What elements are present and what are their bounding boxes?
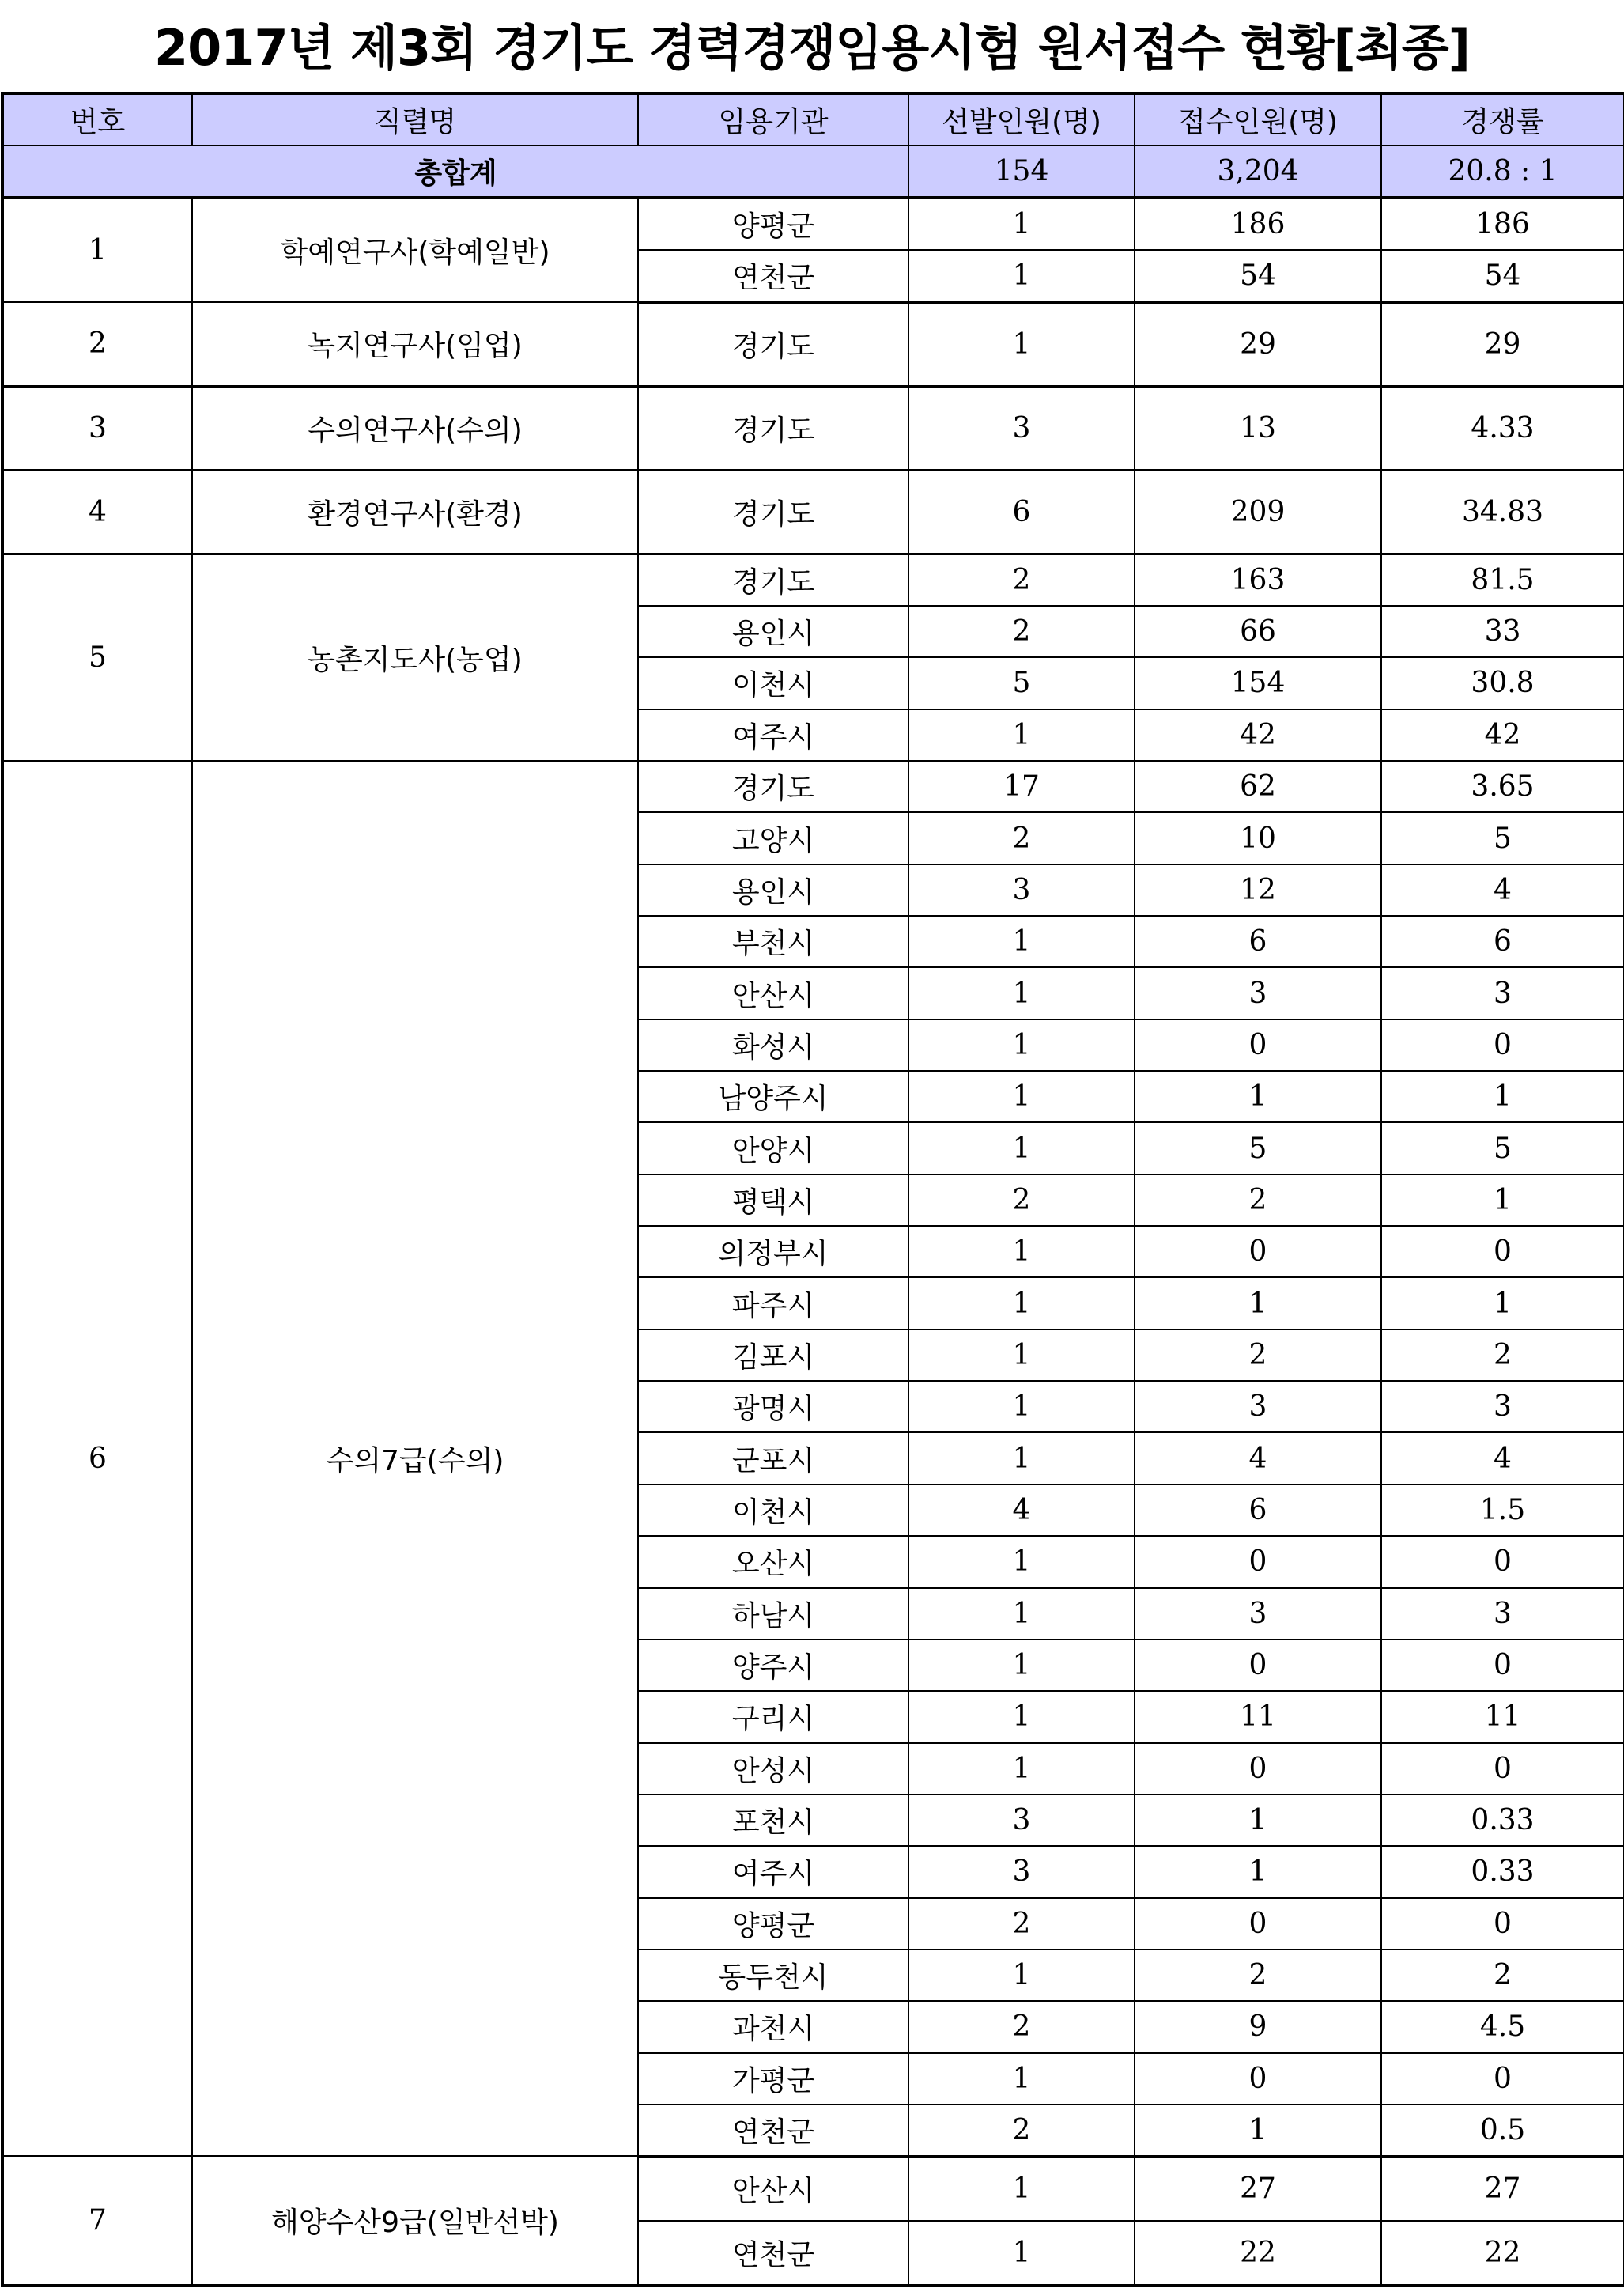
agency-cell: 군포시 [638, 1432, 908, 1484]
ratio-cell: 34.83 [1381, 470, 1624, 554]
applied-cell: 0 [1135, 1639, 1381, 1691]
ratio-cell: 3 [1381, 967, 1624, 1019]
row-number: 6 [2, 761, 192, 2156]
page-title: 2017년 제3회 경기도 경력경쟁임용시험 원서접수 현황[최종] [154, 18, 1470, 77]
applied-cell: 3 [1135, 1588, 1381, 1639]
ratio-cell: 2 [1381, 1950, 1624, 2001]
agency-cell: 안산시 [638, 967, 908, 1019]
total-row [2, 146, 1624, 198]
ratio-cell: 0.5 [1381, 2105, 1624, 2156]
selected-cell: 1 [908, 1277, 1135, 1329]
selected-cell: 1 [908, 1639, 1135, 1691]
agency-cell: 오산시 [638, 1536, 908, 1587]
agency-cell: 안양시 [638, 1122, 908, 1174]
ratio-cell: 54 [1381, 250, 1624, 302]
selected-cell: 3 [908, 1794, 1135, 1846]
selected-cell: 1 [908, 2156, 1135, 2221]
job-title-cell: 해양수산9급(일반선박) [192, 2156, 638, 2286]
applied-cell: 42 [1135, 709, 1381, 762]
selected-cell: 1 [908, 2053, 1135, 2105]
selected-cell: 1 [908, 2221, 1135, 2286]
ratio-cell: 4 [1381, 1432, 1624, 1484]
selected-cell: 1 [908, 302, 1135, 386]
job-title-cell: 수의연구사(수의) [192, 386, 638, 470]
table-row [2, 470, 1624, 554]
agency-cell: 양평군 [638, 198, 908, 250]
applied-cell: 2 [1135, 1950, 1381, 2001]
row-number: 3 [2, 386, 192, 470]
ratio-cell: 27 [1381, 2156, 1624, 2221]
agency-cell: 부천시 [638, 916, 908, 967]
selected-cell: 1 [908, 967, 1135, 1019]
selected-cell: 1 [908, 1950, 1135, 2001]
agency-cell: 과천시 [638, 2001, 908, 2052]
agency-cell: 양평군 [638, 1898, 908, 1950]
agency-cell: 경기도 [638, 386, 908, 470]
table-row [2, 386, 1624, 470]
agency-cell: 동두천시 [638, 1950, 908, 2001]
agency-cell: 구리시 [638, 1691, 908, 1742]
row-number: 4 [2, 470, 192, 554]
row-number: 1 [2, 198, 192, 302]
agency-cell: 파주시 [638, 1277, 908, 1329]
selected-cell: 17 [908, 761, 1135, 812]
header-job-title: 직렬명 [192, 93, 638, 146]
selected-cell: 2 [908, 2105, 1135, 2156]
ratio-cell: 4.33 [1381, 386, 1624, 470]
row-number: 7 [2, 2156, 192, 2286]
applied-cell: 0 [1135, 1743, 1381, 1794]
agency-cell: 연천군 [638, 2105, 908, 2156]
selected-cell: 2 [908, 606, 1135, 658]
applied-cell: 22 [1135, 2221, 1381, 2286]
ratio-cell: 6 [1381, 916, 1624, 967]
ratio-cell: 3 [1381, 1381, 1624, 1432]
ratio-cell: 0 [1381, 1743, 1624, 1794]
ratio-cell: 0 [1381, 1898, 1624, 1950]
agency-cell: 여주시 [638, 709, 908, 762]
ratio-cell: 186 [1381, 198, 1624, 250]
agency-cell: 안성시 [638, 1743, 908, 1794]
agency-cell: 김포시 [638, 1329, 908, 1381]
header-number: 번호 [2, 93, 192, 146]
row-number: 2 [2, 302, 192, 386]
selected-cell: 1 [908, 709, 1135, 762]
applied-cell: 10 [1135, 812, 1381, 864]
agency-cell: 경기도 [638, 554, 908, 606]
applied-cell: 9 [1135, 2001, 1381, 2052]
applied-cell: 1 [1135, 2105, 1381, 2156]
applied-cell: 12 [1135, 864, 1381, 916]
selected-cell: 1 [908, 250, 1135, 302]
application-status-table [1, 92, 1624, 2287]
applied-cell: 66 [1135, 606, 1381, 658]
ratio-cell: 22 [1381, 2221, 1624, 2286]
applied-cell: 54 [1135, 250, 1381, 302]
applied-cell: 13 [1135, 386, 1381, 470]
job-title-cell: 환경연구사(환경) [192, 470, 638, 554]
agency-cell: 연천군 [638, 2221, 908, 2286]
table-row [2, 2156, 1624, 2221]
applied-cell: 5 [1135, 1122, 1381, 1174]
ratio-cell: 33 [1381, 606, 1624, 658]
table-row [2, 554, 1624, 606]
applied-cell: 0 [1135, 1898, 1381, 1950]
row-number: 5 [2, 554, 192, 761]
ratio-cell: 0.33 [1381, 1794, 1624, 1846]
ratio-cell: 1 [1381, 1277, 1624, 1329]
ratio-cell: 3 [1381, 1588, 1624, 1639]
header-applied: 접수인원(명) [1135, 93, 1381, 146]
applied-cell: 0 [1135, 1019, 1381, 1071]
selected-cell: 1 [908, 1743, 1135, 1794]
selected-cell: 1 [908, 1071, 1135, 1122]
agency-cell: 남양주시 [638, 1071, 908, 1122]
ratio-cell: 81.5 [1381, 554, 1624, 606]
ratio-cell: 1.5 [1381, 1484, 1624, 1536]
applied-cell: 209 [1135, 470, 1381, 554]
ratio-cell: 1 [1381, 1174, 1624, 1226]
ratio-cell: 5 [1381, 1122, 1624, 1174]
agency-cell: 의정부시 [638, 1226, 908, 1277]
agency-cell: 가평군 [638, 2053, 908, 2105]
ratio-cell: 4.5 [1381, 2001, 1624, 2052]
header-row [2, 93, 1624, 146]
applied-cell: 3 [1135, 967, 1381, 1019]
selected-cell: 1 [908, 1122, 1135, 1174]
applied-cell: 154 [1135, 657, 1381, 709]
job-title-cell: 농촌지도사(농업) [192, 554, 638, 761]
applied-cell: 1 [1135, 1794, 1381, 1846]
agency-cell: 여주시 [638, 1846, 908, 1897]
selected-cell: 1 [908, 1691, 1135, 1742]
selected-cell: 5 [908, 657, 1135, 709]
ratio-cell: 30.8 [1381, 657, 1624, 709]
selected-cell: 3 [908, 386, 1135, 470]
job-title-cell: 학예연구사(학예일반) [192, 198, 638, 302]
selected-cell: 3 [908, 864, 1135, 916]
ratio-cell: 42 [1381, 709, 1624, 762]
applied-cell: 3 [1135, 1381, 1381, 1432]
agency-cell: 경기도 [638, 470, 908, 554]
header-ratio: 경쟁률 [1381, 93, 1624, 146]
agency-cell: 경기도 [638, 761, 908, 812]
total-applied: 3,204 [1135, 146, 1381, 198]
ratio-cell: 29 [1381, 302, 1624, 386]
selected-cell: 1 [908, 1226, 1135, 1277]
ratio-cell: 0 [1381, 1639, 1624, 1691]
agency-cell: 용인시 [638, 606, 908, 658]
ratio-cell: 4 [1381, 864, 1624, 916]
table-row [2, 302, 1624, 386]
applied-cell: 27 [1135, 2156, 1381, 2221]
applied-cell: 11 [1135, 1691, 1381, 1742]
applied-cell: 0 [1135, 1226, 1381, 1277]
selected-cell: 1 [908, 1536, 1135, 1587]
selected-cell: 1 [908, 1381, 1135, 1432]
ratio-cell: 0 [1381, 1226, 1624, 1277]
ratio-cell: 3.65 [1381, 761, 1624, 812]
applied-cell: 0 [1135, 2053, 1381, 2105]
agency-cell: 이천시 [638, 1484, 908, 1536]
applied-cell: 1 [1135, 1277, 1381, 1329]
applied-cell: 6 [1135, 1484, 1381, 1536]
agency-cell: 이천시 [638, 657, 908, 709]
selected-cell: 2 [908, 1898, 1135, 1950]
selected-cell: 3 [908, 1846, 1135, 1897]
ratio-cell: 0 [1381, 1019, 1624, 1071]
selected-cell: 1 [908, 1588, 1135, 1639]
applied-cell: 62 [1135, 761, 1381, 812]
selected-cell: 4 [908, 1484, 1135, 1536]
applied-cell: 6 [1135, 916, 1381, 967]
total-label: 총합계 [2, 146, 908, 198]
total-selected: 154 [908, 146, 1135, 198]
agency-cell: 포천시 [638, 1794, 908, 1846]
ratio-cell: 1 [1381, 1071, 1624, 1122]
table-row [2, 198, 1624, 250]
selected-cell: 1 [908, 1432, 1135, 1484]
job-title-cell: 녹지연구사(임업) [192, 302, 638, 386]
selected-cell: 1 [908, 1329, 1135, 1381]
applied-cell: 29 [1135, 302, 1381, 386]
total-ratio: 20.8 : 1 [1381, 146, 1624, 198]
table-row [2, 761, 1624, 812]
ratio-cell: 0 [1381, 2053, 1624, 2105]
header-agency: 임용기관 [638, 93, 908, 146]
applied-cell: 2 [1135, 1174, 1381, 1226]
agency-cell: 평택시 [638, 1174, 908, 1226]
selected-cell: 6 [908, 470, 1135, 554]
selected-cell: 1 [908, 916, 1135, 967]
header-selected: 선발인원(명) [908, 93, 1135, 146]
agency-cell: 안산시 [638, 2156, 908, 2221]
applied-cell: 1 [1135, 1071, 1381, 1122]
selected-cell: 2 [908, 2001, 1135, 2052]
selected-cell: 2 [908, 1174, 1135, 1226]
agency-cell: 연천군 [638, 250, 908, 302]
agency-cell: 양주시 [638, 1639, 908, 1691]
applied-cell: 163 [1135, 554, 1381, 606]
applied-cell: 4 [1135, 1432, 1381, 1484]
applied-cell: 186 [1135, 198, 1381, 250]
job-title-cell: 수의7급(수의) [192, 761, 638, 2156]
ratio-cell: 0.33 [1381, 1846, 1624, 1897]
agency-cell: 경기도 [638, 302, 908, 386]
agency-cell: 고양시 [638, 812, 908, 864]
ratio-cell: 11 [1381, 1691, 1624, 1742]
selected-cell: 2 [908, 812, 1135, 864]
applied-cell: 1 [1135, 1846, 1381, 1897]
applied-cell: 0 [1135, 1536, 1381, 1587]
selected-cell: 2 [908, 554, 1135, 606]
agency-cell: 화성시 [638, 1019, 908, 1071]
ratio-cell: 5 [1381, 812, 1624, 864]
selected-cell: 1 [908, 1019, 1135, 1071]
agency-cell: 용인시 [638, 864, 908, 916]
applied-cell: 2 [1135, 1329, 1381, 1381]
ratio-cell: 2 [1381, 1329, 1624, 1381]
selected-cell: 1 [908, 198, 1135, 250]
ratio-cell: 0 [1381, 1536, 1624, 1587]
agency-cell: 하남시 [638, 1588, 908, 1639]
agency-cell: 광명시 [638, 1381, 908, 1432]
